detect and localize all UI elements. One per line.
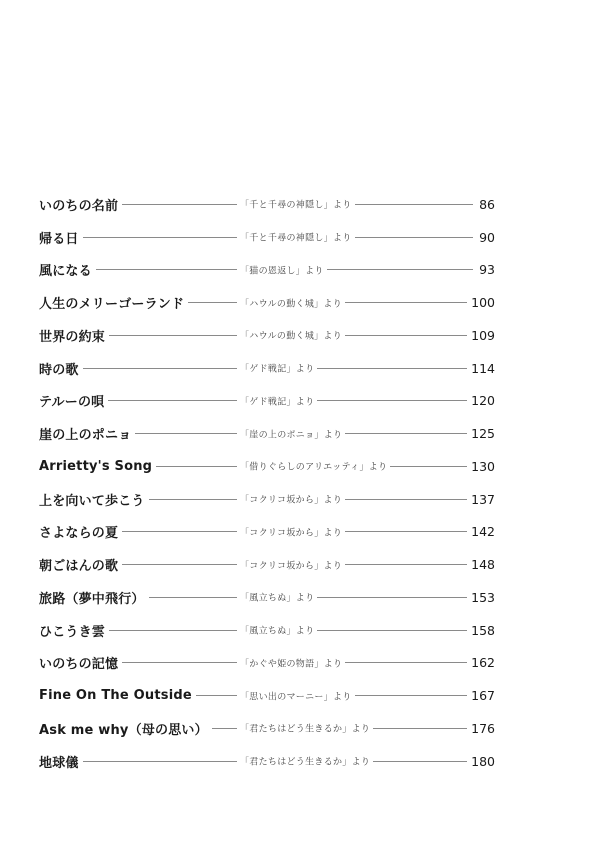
toc-entry[interactable] [39, 679, 495, 712]
toc-entry-source: 「君たちはどう生きるか」より [237, 755, 373, 768]
toc-entry-page: 130 [471, 458, 495, 474]
toc-entry-title: Ask me why（母の思い） [39, 722, 208, 738]
toc-entry-source: 「崖の上のポニョ」より [237, 427, 345, 440]
toc-entry-title: Fine On The Outside [39, 688, 192, 704]
toc-entry-page: 100 [471, 295, 495, 311]
toc-entry[interactable] [39, 188, 495, 221]
toc-entry-source: 「君たちはどう生きるか」より [237, 722, 373, 735]
toc-entry[interactable] [39, 450, 495, 483]
table-of-contents [39, 188, 495, 778]
toc-entry[interactable] [39, 745, 495, 778]
toc-entry-page: 153 [471, 589, 495, 605]
toc-entry[interactable] [39, 385, 495, 418]
toc-entry-page: 176 [471, 720, 495, 736]
toc-entry[interactable] [39, 319, 495, 352]
toc-entry-page: 158 [471, 622, 495, 638]
toc-entry-source: 「コクリコ坂から」より [237, 525, 345, 538]
toc-entry-page: 142 [471, 524, 495, 540]
toc-entry[interactable] [39, 221, 495, 254]
toc-entry-source: 「ハウルの動く城」より [237, 296, 345, 309]
toc-entry[interactable] [39, 712, 495, 745]
toc-entry-source: 「猫の恩返し」より [237, 263, 327, 276]
toc-entry[interactable] [39, 581, 495, 614]
toc-entry-title: 人生のメリーゴーランド [39, 297, 185, 313]
toc-entry[interactable] [39, 548, 495, 581]
toc-entry-source: 「風立ちぬ」より [237, 624, 317, 637]
toc-entry-page: 93 [479, 262, 495, 278]
toc-entry-title: テルーの唄 [39, 395, 105, 411]
toc-entry-page: 109 [471, 327, 495, 343]
toc-entry-page: 90 [479, 229, 495, 245]
toc-entry[interactable] [39, 614, 495, 647]
toc-entry-source: 「コクリコ坂から」より [237, 493, 345, 506]
toc-entry-page: 180 [471, 753, 495, 769]
toc-entry-title: 風になる [39, 264, 92, 280]
toc-entry-title: いのちの名前 [39, 198, 119, 214]
toc-entry-source: 「千と千尋の神隠し」より [237, 231, 355, 244]
toc-entry-page: 162 [471, 655, 495, 671]
toc-entry-title: 地球儀 [39, 755, 79, 771]
toc-entry[interactable] [39, 417, 495, 450]
toc-entry[interactable] [39, 286, 495, 319]
toc-entry[interactable] [39, 254, 495, 287]
toc-entry-source: 「コクリコ坂から」より [237, 558, 345, 571]
toc-entry-page: 125 [471, 426, 495, 442]
toc-entry-title: 帰る日 [39, 231, 79, 247]
toc-entry[interactable] [39, 352, 495, 385]
toc-entry-page: 137 [471, 491, 495, 507]
toc-entry-page: 167 [471, 688, 495, 704]
toc-entry-source: 「風立ちぬ」より [237, 591, 317, 604]
toc-entry-title: 上を向いて歩こう [39, 493, 145, 509]
toc-entry-page: 120 [471, 393, 495, 409]
toc-entry-title: 朝ごはんの歌 [39, 559, 119, 575]
toc-entry-title: ひこうき雲 [39, 624, 106, 640]
toc-entry-title: さよならの夏 [39, 526, 119, 542]
toc-entry-title: いのちの記憶 [39, 657, 119, 673]
toc-entry-source: 「千と千尋の神隠し」より [237, 198, 355, 211]
toc-entry-title: Arrietty's Song [39, 458, 153, 474]
toc-entry-page: 114 [471, 360, 495, 376]
toc-entry-title: 時の歌 [39, 362, 79, 378]
toc-entry-source: 「借りぐらしのアリエッティ」より [237, 460, 390, 473]
toc-entry-page: 86 [479, 196, 495, 212]
toc-entry-page: 148 [471, 557, 495, 573]
toc-entry-title: 旅路（夢中飛行） [39, 591, 145, 607]
toc-entry-source: 「かぐや姫の物語」より [237, 656, 345, 669]
toc-entry[interactable] [39, 647, 495, 680]
toc-entry-source: 「思い出のマーニー」より [237, 689, 355, 702]
toc-entry-source: 「ゲド戦記」より [237, 394, 317, 407]
toc-entry-title: 世界の約束 [39, 329, 106, 345]
toc-entry-source: 「ハウルの動く城」より [237, 329, 345, 342]
toc-entry-source: 「ゲド戦記」より [237, 362, 317, 375]
toc-entry[interactable] [39, 483, 495, 516]
toc-entry[interactable] [39, 516, 495, 549]
toc-entry-title: 崖の上のポニョ [39, 428, 132, 444]
